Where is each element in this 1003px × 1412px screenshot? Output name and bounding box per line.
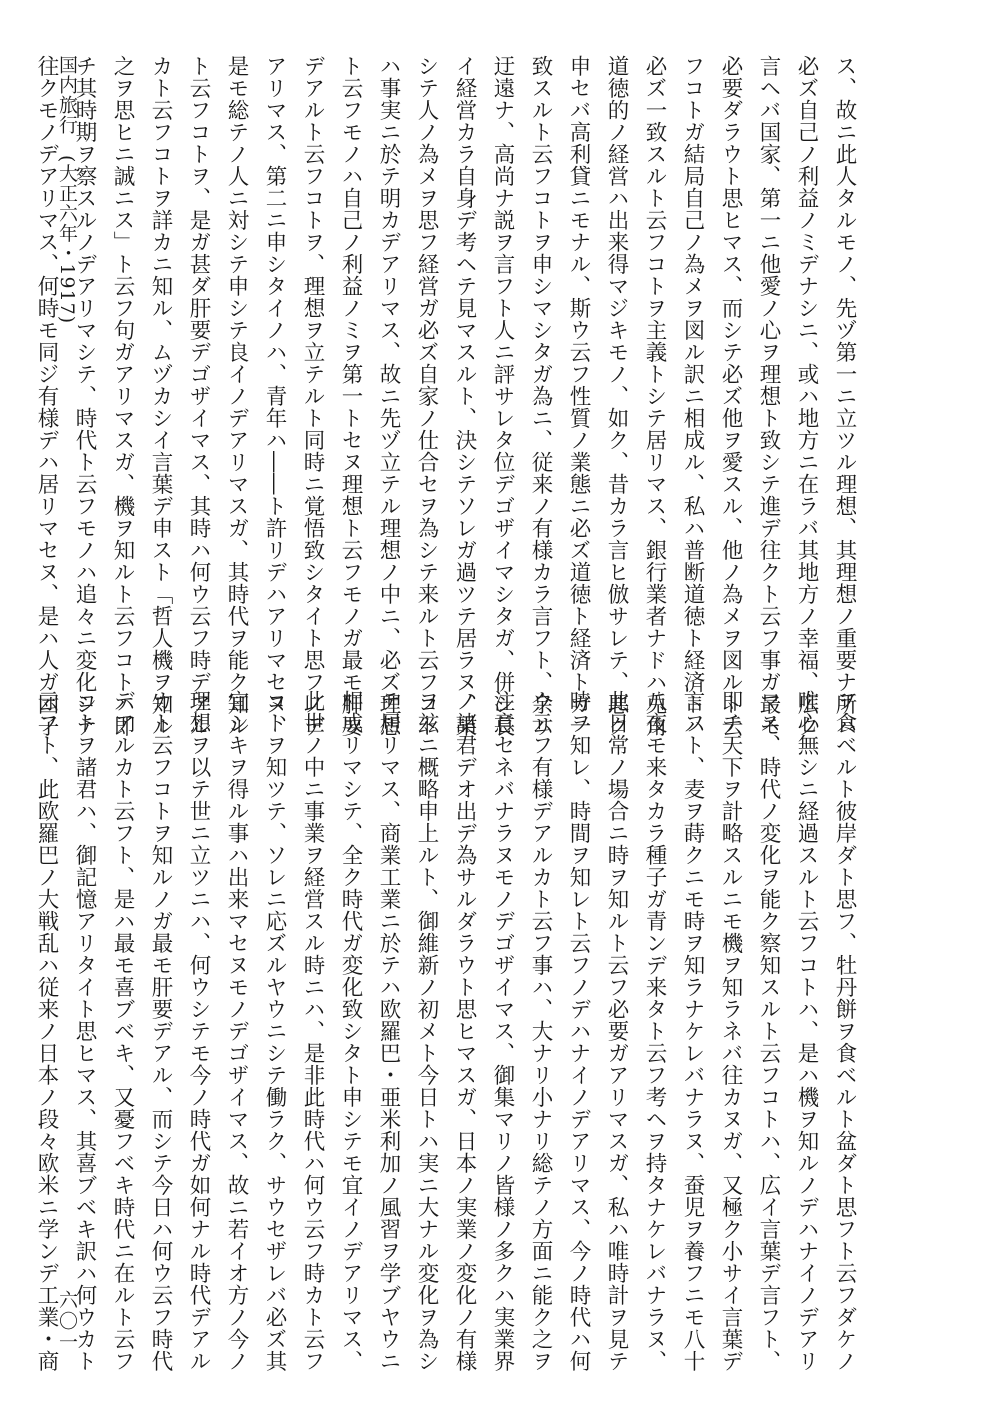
text-column: 此日常ノ場合ニ時ヲ知ルト云フ必要ガアリマスガ、私ハ唯時計ヲ見テ	[604, 690, 629, 1372]
text-column: 云フト、此欧羅巴ノ大戦乱ハ従来ノ日本ノ段々欧米ニ学ンデ工業・商	[34, 690, 59, 1372]
text-column: テ居リマス、商業工業ニ於テハ欧羅巴・亜米利加ノ風習ヲ学ブヤウニ	[376, 690, 401, 1372]
text-column: デアルカト云フト、是ハ最モ喜ブベキ、又憂フベキ時代ニ在ルト云フ	[110, 690, 135, 1372]
text-column: ヲ食ベルト彼岸ダト思フ、牡丹餅ヲ食ベルト盆ダト思フト云フダケノ	[832, 690, 857, 1372]
text-column: 必要ダラウト思ヒマス、而シテ必ズ他ヲ愛スル、他ノ為メヲ図ルト云	[718, 55, 743, 737]
text-column: ヲ玆ニ概略申上ルト、御維新ノ初メト今日トハ実ニ大ナル変化ヲ為シ	[414, 690, 439, 1372]
text-column: 迂遠ナ、高尚ナ説ヲ言フト人ニ評サレタ位デゴザイマシタガ、併シ長	[490, 55, 515, 737]
text-column: 相成リマシテ、全ク時代ガ変化致シタト申シテモ宜イノデアリマス、	[338, 690, 363, 1372]
text-column: 是モ総テノ人ニ対シテ申シテ良イノデアリマスガ、其時代ヲ能ク知ル	[224, 55, 249, 737]
text-column: 此世ノ中ニ事業ヲ経営スル時ニハ、是非此時代ハ何ウ云フ時カト云フ	[300, 690, 325, 1372]
text-column: コトヲ知ツテ、ソレニ応ズルヤウニシテ働ラク、サウセザレバ必ズ其	[262, 690, 287, 1372]
text-column: 必ズ自己ノ利益ノミデナシニ、或ハ地方ニ在ラバ其地方ノ幸福、広ク	[794, 55, 819, 737]
text-column: 往クモノデアリマス、何時モ同ジ有様デハ居リマセヌ、是ハ人ガ団子	[34, 55, 59, 737]
text-column: チ其時期ヲ察スルノデアリマシテ、時代ト云フモノハ追々ニ変化シテ	[72, 55, 97, 737]
text-column: 必ズ一致スルト云フコトヲ主義トシテ居リマス、銀行業者ナドハ兎角	[642, 55, 667, 737]
text-column: シテ人ノ為メヲ思フ経営ガ必ズ自家ノ仕合セヲ為シテ来ルト云フコト	[414, 55, 439, 737]
text-column: ノ諸君デオ出デ為サルダラウト思ヒマスガ、日本ノ実業ノ変化ノ有様	[452, 690, 477, 1372]
text-column: 理想ヲ以テ世ニ立ツニハ、何ウシテモ今ノ時代ガ如何ナル時代デアル	[186, 690, 211, 1372]
text-column: 申セバ高利貸ニモナル、斯ウ云フ性質ノ業態ニ必ズ道徳ト経済トガ一	[566, 55, 591, 737]
text-column: イ経営カラ自身デ考ヘテ見マスルト、決シテソレガ過ツテ居ラヌ、果	[452, 55, 477, 737]
text-column: 宜シキヲ得ル事ハ出来マセヌモノデゴザイマス、故ニ若イオ方ノ今ノ	[224, 690, 249, 1372]
text-column: マス、時代ノ変化ヲ能ク察知スルト云フコトハ、広イ言葉デ言フト、	[756, 690, 781, 1372]
text-column: カト云フコトヲ知ルノガ最モ肝要デアル、而シテ今日ハ何ウ云フ時代	[148, 690, 173, 1372]
text-column: ス、故ニ此人タルモノ、先ヅ第一ニ立ツル理想、其理想ノ重要ナ所ハ	[832, 55, 857, 737]
text-column: ト云フモノハ自己ノ利益ノミヲ第一トセヌ理想ト云フモノガ最モ肝要	[338, 55, 363, 737]
text-column: 即チ天下ヲ計略スルニモ機ヲ知ラネバ往カヌガ、又極ク小サイ言葉デ	[718, 690, 743, 1372]
text-column: 八夜モ来タカラ種子ガ青ンデ来タト云フ考ヘヲ持タナケレバナラヌ、	[642, 690, 667, 1372]
text-column: 時ヲ知レ、時間ヲ知レト云フノデハナイノデアリマス、今ノ時代ハ何	[566, 690, 591, 1372]
text-column: コトヲ諸君ハ、御記憶アリタイト思ヒマス、其喜ブベキ訳ハ何ウカト	[72, 690, 97, 1372]
text-column: 言ヘバ国家、第一ニ他愛ノ心ヲ理想ト致シテ進デ往クト云フ事ガ最モ	[756, 55, 781, 737]
text-column: 之ヲ思ヒニ誠ニス」ト云フ句ガアリマスガ、機ヲ知ルト云フコトハ即	[110, 55, 135, 737]
text-column: ウ云フ有様デアルカト云フ事ハ、大ナリ小ナリ総テノ方面ニ能ク之ヲ	[528, 690, 553, 1372]
page-number: 六〇一	[56, 1290, 78, 1353]
text-column: 致スルト云フコトヲ申シマシタガ為ニ、従来ノ有様カラ言フト、余リ	[528, 55, 553, 737]
text-column: フコトガ結局自己ノ為メヲ図ル訳ニ相成ル、私ハ普断道徳ト経済トハ	[680, 55, 705, 737]
text-column: 注意セネバナラヌモノデゴザイマス、御集マリノ皆様ノ多クハ実業界	[490, 690, 515, 1372]
text-column: 道徳的ノ経営ハ出来得マジキモノ、如ク、昔カラ言ヒ倣サレテ、悪ク	[604, 55, 629, 737]
text-column: アリマス、第二ニ申シタイノハ、青年ハ――ト許リデハアリマセヌ、	[262, 55, 287, 737]
text-column: デアルト云フコトヲ、理想ヲ立テルト同時ニ覚悟致シタイト思フノデ	[300, 55, 325, 737]
text-column: カト云フコトヲ詳カニ知ル、ムヅカシイ言葉デ申スト「哲人機ヲ知ル	[148, 55, 173, 737]
text-column: ト云フコトヲ、是ガ甚ダ肝要デゴザイマス、其時ハ何ウ云フ時デアル	[186, 55, 211, 737]
text-column: 言フト、麦ヲ蒔クニモ時ヲ知ラナケレバナラヌ、蚕児ヲ養フニモ八十	[680, 690, 705, 1372]
text-column: ハ事実ニ於テ明カデアリマス、故ニ先ヅ立テル理想ノ中ニ、必ズ理想	[376, 55, 401, 737]
text-column: 唯心無シニ経過スルト云フコトハ、是ハ機ヲ知ルノデハナイノデアリ	[794, 690, 819, 1372]
running-head: 国内旅行 (大正六年・1917)	[56, 55, 78, 325]
